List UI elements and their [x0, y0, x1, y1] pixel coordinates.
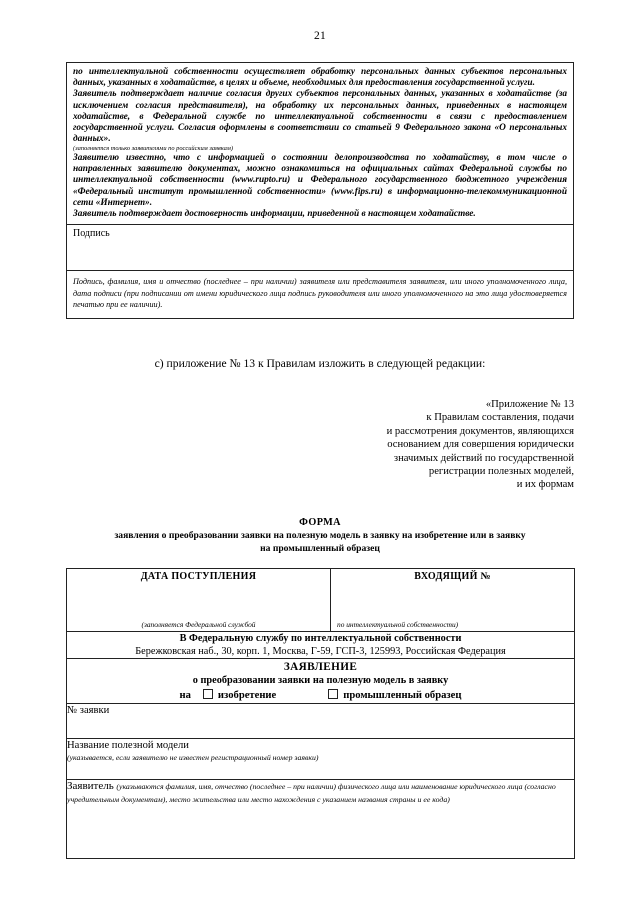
- appendix-line-1: «Приложение № 13: [485, 399, 574, 410]
- statement-title: ЗАЯВЛЕНИЕ: [283, 661, 358, 673]
- utility-model-name-label: Название полезной модели: [67, 740, 189, 751]
- clause-line: с) приложение № 13 к Правилам изложить в следующей редакции:: [154, 357, 486, 370]
- appendix-line-2: к Правилам составления, подачи: [426, 412, 574, 424]
- date-received-cell[interactable]: [67, 569, 331, 632]
- conversion-prefix: на: [179, 690, 191, 701]
- consent-paragraph-2: Заявитель подтверждает наличие согласия других субъектов персональных данных, указанных в ходатайстве (за исключением согласия представителя), на обработку их персональных данных, приведенных в настоящем ходатайстве, в Федеральной службе по интеллектуальной собственности в связи с предоставлением государственной услуги. Согласия оформлены в соответствии со статьей 9 Федерального закона «О персональных данных».: [73, 89, 567, 145]
- applicant-note: (указываются фамилия, имя, отчество (последнее – при наличии) физического лица или наименование юридического лица (согласно учредительным документам), место жительства или место нахождения с указанием названия страны и ее кода): [67, 782, 556, 804]
- application-form-table: [66, 568, 575, 859]
- invention-checkbox[interactable]: [203, 689, 213, 699]
- table-row-utility-model-name: [67, 739, 575, 780]
- appendix-header: [244, 398, 574, 492]
- table-row-address: [67, 632, 575, 659]
- appendix-line-7: и их формам: [516, 479, 574, 491]
- consent-info-paragraph: Заявителю известно, что с информацией о состоянии делопроизводства по ходатайству, в том числе о направленных заявителю документах, можно ознакомиться на официальных сайтах Федеральной службы по интеллектуальной собственности (www.rupto.ru) и Федерального государственного бюджетного учреждения «Федеральный институт промышленной собственности» (www.fips.ru) в информационно-телекоммуникационной сети «Интернет».: [73, 153, 567, 208]
- appendix-line-4: основанием для совершения юридически: [387, 439, 574, 451]
- appendix-line-6: регистрации полезных моделей,: [428, 466, 574, 478]
- utility-model-name-note: (указывается, если заявителю не известен регистрационный номер заявки): [67, 753, 319, 762]
- application-number-label: № заявки: [67, 705, 110, 716]
- table-row-header: [67, 569, 575, 632]
- table-row-applicant: [67, 780, 575, 859]
- date-received-label: ДАТА ПОСТУПЛЕНИЯ: [140, 571, 257, 582]
- addressee-cell: [67, 632, 575, 659]
- incoming-number-label: ВХОДЯЩИЙ №: [414, 571, 491, 582]
- statement-cell: [67, 659, 575, 704]
- form-title-block: [66, 516, 574, 555]
- incoming-number-footnote: по интеллектуальной собственности): [337, 620, 459, 629]
- appendix-line-3: и рассмотрения документов, являющихся: [386, 425, 574, 437]
- table-row-statement: [67, 659, 575, 704]
- conversion-options-row: [67, 689, 574, 701]
- signature-divider: [67, 224, 573, 225]
- form-title: ФОРМА: [299, 517, 341, 528]
- date-received-footnote: (заполняется Федеральной службой: [141, 620, 256, 629]
- page-number: 21: [313, 30, 327, 42]
- appendix-line-5: значимых действий по государственной: [393, 452, 574, 464]
- invention-option-label: изобретение: [217, 690, 277, 701]
- applicant-cell[interactable]: [67, 780, 575, 859]
- consent-confirm-paragraph: Заявитель подтверждает достоверность информации, приведенной в настоящем ходатайстве.: [73, 209, 476, 220]
- consent-paragraph-1: по интеллектуальной собственности осуществляет обработку персональных данных субъектов персональных данных, указанных в ходатайстве, в целях и объеме, необходимых для предоставления государственной услуги.: [73, 67, 567, 89]
- signature-note-divider: [67, 270, 573, 271]
- industrial-design-option-label: промышленный образец: [343, 690, 462, 701]
- applicant-label-line: [67, 780, 574, 806]
- signature-note: Подпись, фамилия, имя и отчество (последнее – при наличии) заявителя или представителя заявителя, или иного уполномоченного лица, дата подписи (при подписании от имени юридического лица подпись руководителя или иного уполномоченного на это лица удостоверяется печатью при ее наличии).: [73, 277, 567, 310]
- consent-block: [66, 62, 574, 319]
- applicant-label: Заявитель: [67, 780, 114, 792]
- signature-label: Подпись: [73, 228, 110, 240]
- form-subtitle-line-2: на промышленный образец: [260, 543, 380, 554]
- statement-subtitle: о преобразовании заявки на полезную модель в заявку: [192, 675, 449, 686]
- table-row-application-number: [67, 704, 575, 739]
- consent-russian-note: (заполняется только заявителями по российским заявкам): [73, 145, 233, 153]
- form-subtitle-line-1: заявления о преобразовании заявки на полезную модель в заявку на изобретение или в заявку: [114, 530, 526, 541]
- industrial-design-checkbox[interactable]: [328, 689, 338, 699]
- addressee-organization: В Федеральную службу по интеллектуальной собственности: [179, 633, 462, 644]
- incoming-number-cell[interactable]: [331, 569, 575, 632]
- application-number-cell[interactable]: [67, 704, 575, 739]
- addressee-address: Бережковская наб., 30, корп. 1, Москва, Г-59, ГСП-3, 125993, Российская Федерация: [135, 646, 506, 657]
- utility-model-name-cell[interactable]: [67, 739, 575, 780]
